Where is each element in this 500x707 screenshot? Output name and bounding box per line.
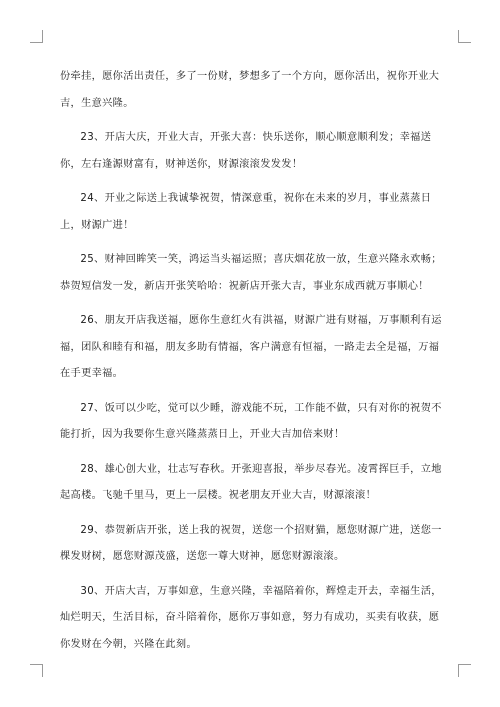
crop-mark-bottom-right bbox=[458, 664, 471, 677]
paragraph-24: 24、开业之际送上我诚挚祝贺，情深意重，祝你在未来的岁月，事业蒸蒸日上，财源广进！ bbox=[60, 193, 432, 231]
crop-mark-top-left bbox=[30, 30, 43, 43]
paragraph-30: 30、开店大吉，万事如意，生意兴隆，幸福陪着你，辉煌走开去，幸福生活，灿烂明天，生活目标，奋斗陪着你，愿你万事如意，努力有成功，买卖有收获，愿你发财在今朝，兴隆在此刻。 bbox=[60, 585, 442, 650]
paragraph-23: 23、开店大庆，开业大吉，开张大喜：快乐送你，顺心顺意顺利发；幸福送你，左右逢源财富有，财神送你，财源滚滚发发发！ bbox=[60, 132, 432, 170]
crop-mark-bottom-left bbox=[30, 664, 43, 677]
paragraph-29: 29、恭贺新店开张，送上我的祝贺，送您一个招财猫，愿您财源广进，送您一棵发财树，愿您财源茂盛，送您一尊大财神，愿您财源滚滚。 bbox=[60, 524, 442, 562]
paragraph-25: 25、财神回眸笑一笑，鸿运当头福运照；喜庆烟花放一放，生意兴隆永欢畅；恭贺短信发一发，新店开张笑哈哈：祝新店开张大吉，事业东成西就万事顺心！ bbox=[60, 254, 442, 292]
paragraph-27: 27、饭可以少吃，觉可以少睡，游戏能不玩，工作能不做，只有对你的祝贺不能打折，因为我要你生意兴隆蒸蒸日上，开业大吉加倍来财！ bbox=[60, 402, 442, 440]
crop-mark-top-right bbox=[458, 30, 471, 43]
paragraph-26: 26、朋友开店我送福，愿你生意红火有洪福，财源广进有财福，万事顺利有运福，团队和睦有和福，朋友多助有情福，客户满意有恒福，一路走去全是福，万福在手更幸福。 bbox=[60, 315, 442, 379]
document-body bbox=[60, 64, 442, 666]
paragraph-continuation: 份牵挂，愿你活出责任，多了一份财，梦想多了一个方向，愿你活出，祝你开业大吉，生意兴隆。 bbox=[60, 71, 440, 109]
paragraph-28: 28、雄心创大业，壮志写春秋。开张迎喜报，举步尽春光。凌霄挥巨手，立地起高楼。飞驰千里马，更上一层楼。祝老朋友开业大吉，财源滚滚！ bbox=[60, 463, 442, 501]
